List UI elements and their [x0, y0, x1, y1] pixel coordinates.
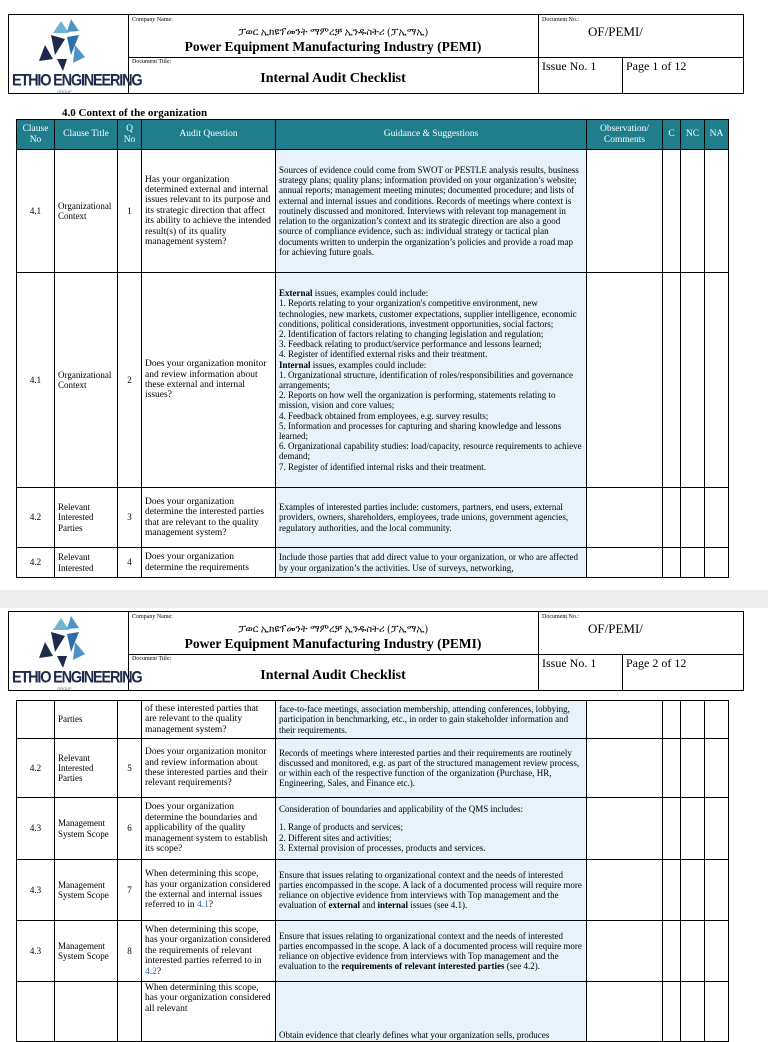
docno-label: Document No.:: [542, 614, 579, 620]
col-guidance: Guidance & Suggestions: [276, 120, 587, 150]
issue-number: Issue No. 1: [542, 656, 597, 670]
question-no: 4: [118, 548, 142, 578]
table-row: [17, 798, 729, 860]
document-title: Internal Audit Checklist: [260, 71, 406, 86]
guidance: Ensure that issues relating to organizational context and the needs of interested parties encompassed in the scope. A lack of a documented process will require more reliance on objective evidence from interviews with Top management and the evaluation to the requirements of relevant interested parties (see 4.2).: [276, 921, 587, 982]
page-number: Page 2 of 12: [626, 656, 687, 670]
observation-cell[interactable]: [587, 150, 663, 273]
clause-no: 4.3: [17, 860, 55, 921]
observation-cell[interactable]: [587, 488, 663, 548]
audit-question: Does your organization determine the interested parties that are relevant to the quality management system?: [142, 488, 276, 548]
clause-link-4-2[interactable]: 4.2: [145, 966, 157, 977]
logo-text: ETHIO ENGINEERING: [12, 668, 142, 688]
col-clause-no: Clause No: [17, 120, 55, 150]
guidance: Records of meetings where interested parties and their requirements are routinely discussed and monitored, e.g. as part of the structured management review process, or within each of the respective function of the organization (Purchase, HR, Engineering, Sales, and Finance etc.).: [276, 739, 587, 798]
nc-cell[interactable]: [681, 701, 705, 739]
guidance: Obtain evidence that clearly defines what your organization sells, produces: [276, 982, 587, 1042]
clause-no: 4.3: [17, 921, 55, 982]
audit-question: When determining this scope, has your organization considered the requirements of relevant interested parties referred to in 4.2?: [142, 921, 276, 982]
guidance: Examples of interested parties include: customers, partners, end users, external providers, owners, shareholders, employees, trade unions, government agencies, regulatory authorities, and the local community.: [276, 488, 587, 548]
table-row: [17, 739, 729, 798]
question-no: 1: [118, 150, 142, 273]
c-cell[interactable]: [663, 273, 681, 488]
company-name-amharic: ፓወር ኢክዩፕመንት ማምረቻ ኢንዱስትሪ (ፓኢማኢ): [238, 624, 428, 635]
clause-no: 4.1: [17, 273, 55, 488]
nc-cell[interactable]: [681, 488, 705, 548]
company-name: Power Equipment Manufacturing Industry (PEMI): [184, 636, 482, 651]
clause-title: Management System Scope: [55, 921, 118, 982]
audit-table-page-2: [16, 700, 729, 1042]
document-header: [8, 611, 744, 691]
company-name: Power Equipment Manufacturing Industry (PEMI): [184, 39, 482, 54]
clause-no: [17, 982, 55, 1042]
table-row: [17, 860, 729, 921]
company-logo: [9, 612, 142, 691]
issue-number: Issue No. 1: [542, 59, 597, 73]
clause-title: Relevant Interested Parties: [55, 488, 118, 548]
col-nc: NC: [681, 120, 705, 150]
clause-no: [17, 701, 55, 739]
table-row: [17, 488, 729, 548]
table-row: [17, 150, 729, 273]
clause-title: Management System Scope: [55, 798, 118, 860]
clause-no: 4.3: [17, 798, 55, 860]
nc-cell[interactable]: [681, 982, 705, 1042]
na-cell[interactable]: [705, 798, 729, 860]
observation-cell[interactable]: [587, 739, 663, 798]
header-middle: [128, 15, 539, 93]
nc-cell[interactable]: [681, 798, 705, 860]
table-row: [17, 273, 729, 488]
page-2: [0, 608, 768, 1040]
c-cell[interactable]: [663, 488, 681, 548]
table-row: [17, 701, 729, 739]
col-q-no: Q No: [118, 120, 142, 150]
observation-cell[interactable]: [587, 273, 663, 488]
na-cell[interactable]: [705, 548, 729, 578]
observation-cell[interactable]: [587, 860, 663, 921]
header-middle: [128, 612, 539, 690]
table-row: [17, 982, 729, 1042]
external-label: External: [279, 288, 313, 299]
document-header: [8, 14, 744, 94]
c-cell[interactable]: [663, 860, 681, 921]
clause-title: Management System Scope: [55, 860, 118, 921]
question-no: 5: [118, 739, 142, 798]
observation-cell[interactable]: [587, 798, 663, 860]
audit-question: When determining this scope, has your organization considered all relevant: [142, 982, 276, 1042]
document-number: OF/PEMI/: [588, 621, 643, 636]
c-cell[interactable]: [663, 921, 681, 982]
question-no: 8: [118, 921, 142, 982]
guidance: External issues, examples could include: 1. Reports relating to your organization's competitive environment, new technologies, new markets, customer expectations, supplier intelligence, economic conditions, political considerations, investment opportunities, social factors; 2. Identification of factors relating to changing legislation and regulation; 3. Feedback relating to product/service performance and lessons learned; 4. Register of identified external risks and their treatment. Internal issues, examples could include: 1. Organizational structure, identification of roles/responsibilities and governance arrangements; 2. Reports on how well the organization is performing, statements relating to mission, vision and core values; 4. Feedback obtained from employees, e.g. survey results; 5. Information and processes for capturing and sharing knowledge and lessons learned; 6. Organizational capability studies: load/capacity, resource requirements to achieve demand; 7. Register of identified internal risks and their treatment.: [276, 273, 587, 488]
col-c: C: [663, 120, 681, 150]
audit-question: Does your organization monitor and review information about these interested parties and their relevant requirements?: [142, 739, 276, 798]
col-observation: Observation/ Comments: [587, 120, 663, 150]
na-cell[interactable]: [705, 860, 729, 921]
audit-question: Does your organization determine the requirements: [142, 548, 276, 578]
na-cell[interactable]: [705, 150, 729, 273]
company-label: Company Name:: [132, 614, 173, 620]
col-na: NA: [705, 120, 729, 150]
title-label: Document Title:: [132, 59, 172, 65]
clause-link-4-1[interactable]: 4.1: [196, 900, 209, 911]
c-cell[interactable]: [663, 701, 681, 739]
table-row: [17, 921, 729, 982]
clause-title: Organizational Context: [55, 273, 118, 488]
col-clause-title: Clause Title: [55, 120, 118, 150]
clause-title: Relevant Interested Parties: [55, 739, 118, 798]
question-no: 7: [118, 860, 142, 921]
nc-cell[interactable]: [681, 273, 705, 488]
title-label: Document Title:: [132, 656, 172, 662]
clause-title: Parties: [55, 701, 118, 739]
clause-title: Organizational Context: [55, 150, 118, 273]
section-title: 4.0 Context of the organization: [62, 107, 208, 119]
na-cell[interactable]: [705, 701, 729, 739]
clause-title: [55, 982, 118, 1042]
col-question: Audit Question: [142, 120, 276, 150]
header-right: [538, 612, 743, 690]
audit-table-page-1: [16, 119, 729, 578]
audit-question: Does your organization monitor and review information about these external and internal issues?: [142, 273, 276, 488]
c-cell[interactable]: [663, 798, 681, 860]
logo-subtext: GROUP: [57, 89, 72, 94]
audit-question: of these interested parties that are relevant to the quality management system?: [142, 701, 276, 739]
table-row: [17, 548, 729, 578]
na-cell[interactable]: [705, 739, 729, 798]
observation-cell[interactable]: [587, 982, 663, 1042]
question-no: [118, 982, 142, 1042]
logo-subtext: GROUP: [57, 686, 72, 691]
company-label: Company Name:: [132, 17, 173, 23]
company-logo: [9, 15, 142, 94]
c-cell[interactable]: [663, 548, 681, 578]
clause-no: 4.2: [17, 548, 55, 578]
nc-cell[interactable]: [681, 921, 705, 982]
guidance: Include those parties that add direct value to your organization, or who are affected by your organization’s the activities. Use of surveys, networking,: [276, 548, 587, 578]
observation-cell[interactable]: [587, 701, 663, 739]
company-name-amharic: ፓወር ኢክዩፕመንት ማምረቻ ኢንዱስትሪ (ፓኢማኢ): [238, 27, 428, 38]
logo-mark-icon: [9, 612, 128, 672]
audit-question: Has your organization determined external and internal issues relevant to its purpose and its strategic direction that affect its ability to achieve the intended result(s) of its quality management system?: [142, 150, 276, 273]
clause-no: 4.1: [17, 150, 55, 273]
page-number: Page 1 of 12: [626, 59, 687, 73]
nc-cell[interactable]: [681, 739, 705, 798]
guidance: Sources of evidence could come from SWOT or PESTLE analysis results, business strategy plans; quality plans; information provided on your organization’s website; annual reports; management meeting minutes; documented procedure; and lists of external and internal issues and conditions. Records of meetings where context is routinely discussed and monitored. Interviews with relevant top management in relation to the organization’s context and its strategic direction are also a good source of compliance evidence, such as: individual strategy or tactical plan documents written to underpin the organization’s policies and provide a road map for achieving future goals.: [276, 150, 587, 273]
clause-title: Relevant Interested: [55, 548, 118, 578]
observation-cell[interactable]: [587, 548, 663, 578]
logo-text: ETHIO ENGINEERING: [12, 71, 142, 91]
internal-label: Internal: [279, 359, 311, 370]
document-number: OF/PEMI/: [588, 24, 643, 39]
logo-mark-icon: [9, 15, 128, 75]
na-cell[interactable]: [705, 982, 729, 1042]
question-no: 2: [118, 273, 142, 488]
audit-question: When determining this scope, has your organization considered the external and internal issues referred to in 4.1?: [142, 860, 276, 921]
na-cell[interactable]: [705, 488, 729, 548]
document-title: Internal Audit Checklist: [260, 668, 406, 683]
question-no: [118, 701, 142, 739]
na-cell[interactable]: [705, 921, 729, 982]
question-no: 3: [118, 488, 142, 548]
clause-no: 4.2: [17, 488, 55, 548]
page-gap: [0, 590, 768, 608]
nc-cell[interactable]: [681, 860, 705, 921]
header-right: [538, 15, 743, 93]
audit-question: Does your organization determine the boundaries and applicability of the quality management system to establish its scope?: [142, 798, 276, 860]
nc-cell[interactable]: [681, 548, 705, 578]
nc-cell[interactable]: [681, 150, 705, 273]
observation-cell[interactable]: [587, 921, 663, 982]
guidance: face-to-face meetings, association membership, attending conferences, lobbying, participation in benchmarking, etc., in order to gain stakeholder information and their requirements.: [276, 701, 587, 739]
question-no: 6: [118, 798, 142, 860]
clause-no: 4.2: [17, 739, 55, 798]
docno-label: Document No.:: [542, 17, 579, 23]
c-cell[interactable]: [663, 739, 681, 798]
table-header-row: [17, 120, 729, 150]
c-cell[interactable]: [663, 150, 681, 273]
guidance: Consideration of boundaries and applicability of the QMS includes: 1. Range of products and services; 2. Different sites and activities; 3. External provision of processes, products and services.: [276, 798, 587, 860]
c-cell[interactable]: [663, 982, 681, 1042]
guidance: Ensure that issues relating to organizational context and the needs of interested parties encompassed in the scope. A lack of a documented process will require more reliance on objective evidence from interviews with Top management and the evaluation of external and internal issues (see 4.1).: [276, 860, 587, 921]
na-cell[interactable]: [705, 273, 729, 488]
